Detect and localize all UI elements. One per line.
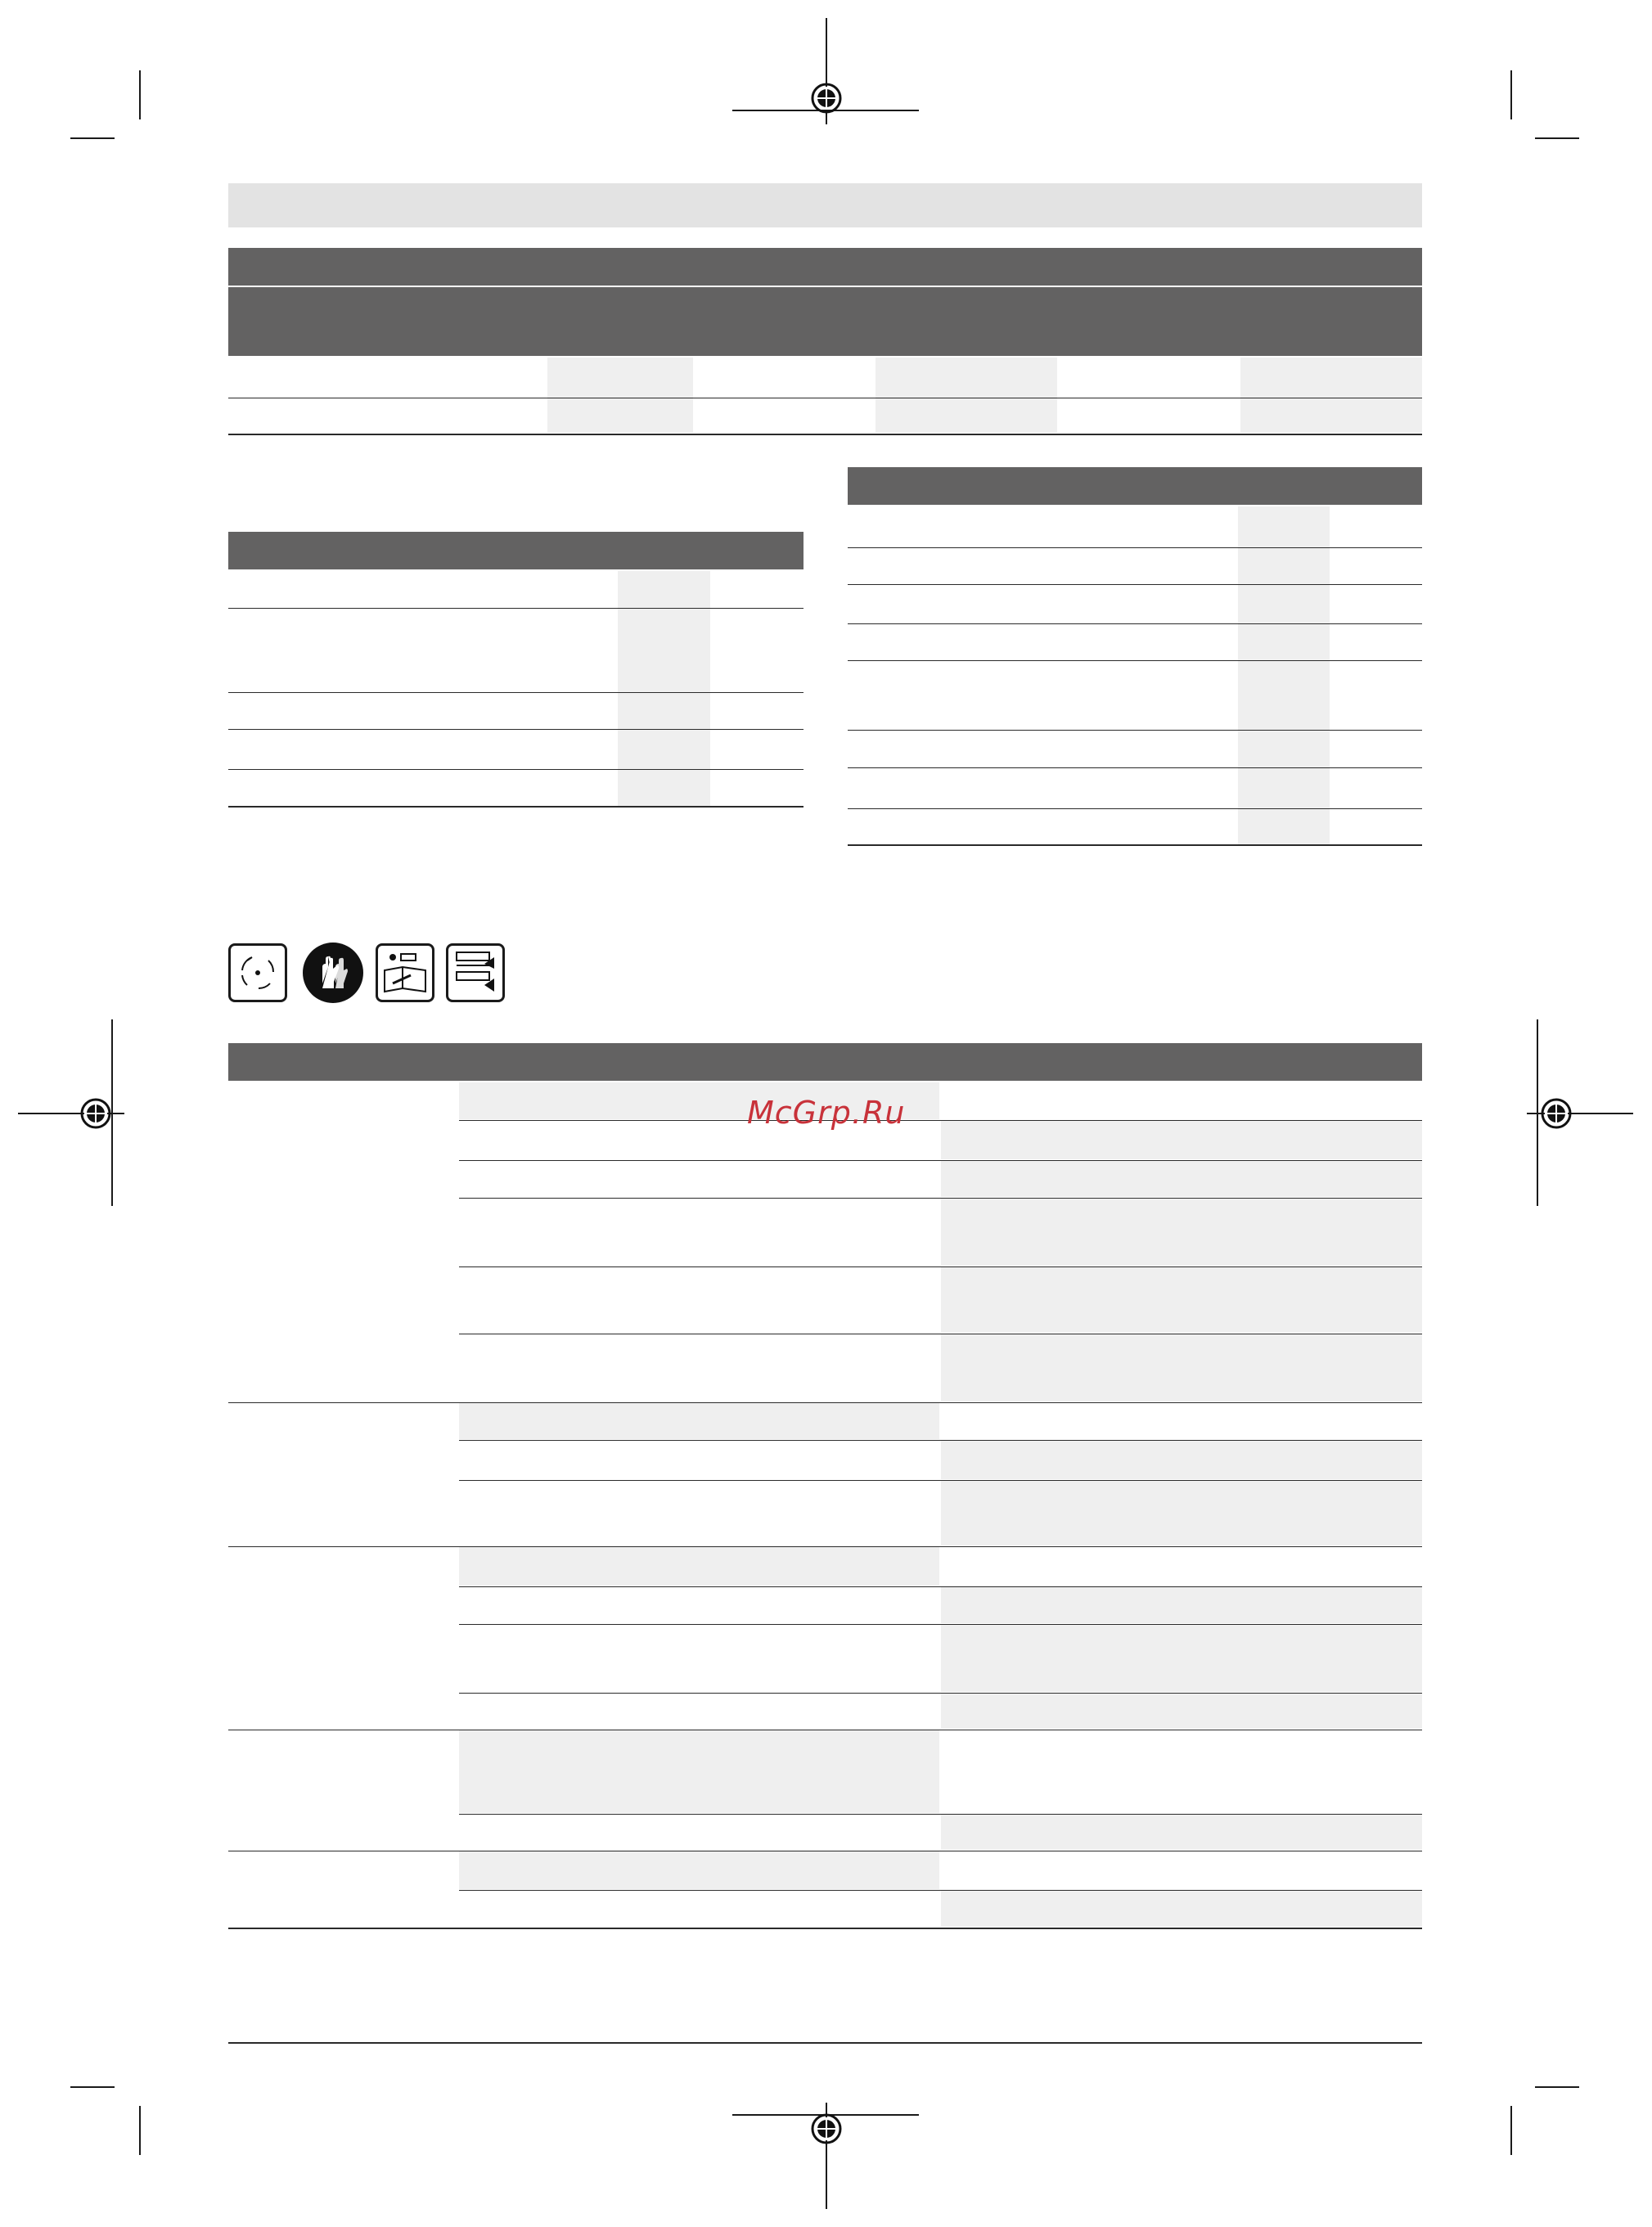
registration-target-icon — [803, 2106, 849, 2152]
registration-target-icon — [1533, 1091, 1579, 1136]
table-3-header — [848, 467, 1422, 505]
footer-rule — [228, 2042, 1422, 2044]
read-manual-icon — [376, 943, 434, 1002]
blade-change-icon — [446, 943, 505, 1002]
table-4-header — [228, 1043, 1422, 1081]
registration-target-icon — [73, 1091, 119, 1136]
watermark: McGrp.Ru — [747, 1095, 906, 1131]
page-header-band — [228, 183, 1422, 227]
wear-gloves-icon — [303, 943, 363, 1003]
registration-target-icon — [803, 75, 849, 121]
rotation-direction-icon — [228, 943, 287, 1002]
table-2-header — [228, 532, 803, 569]
table-1-header — [228, 287, 1422, 356]
table-1-title-bar — [228, 248, 1422, 286]
